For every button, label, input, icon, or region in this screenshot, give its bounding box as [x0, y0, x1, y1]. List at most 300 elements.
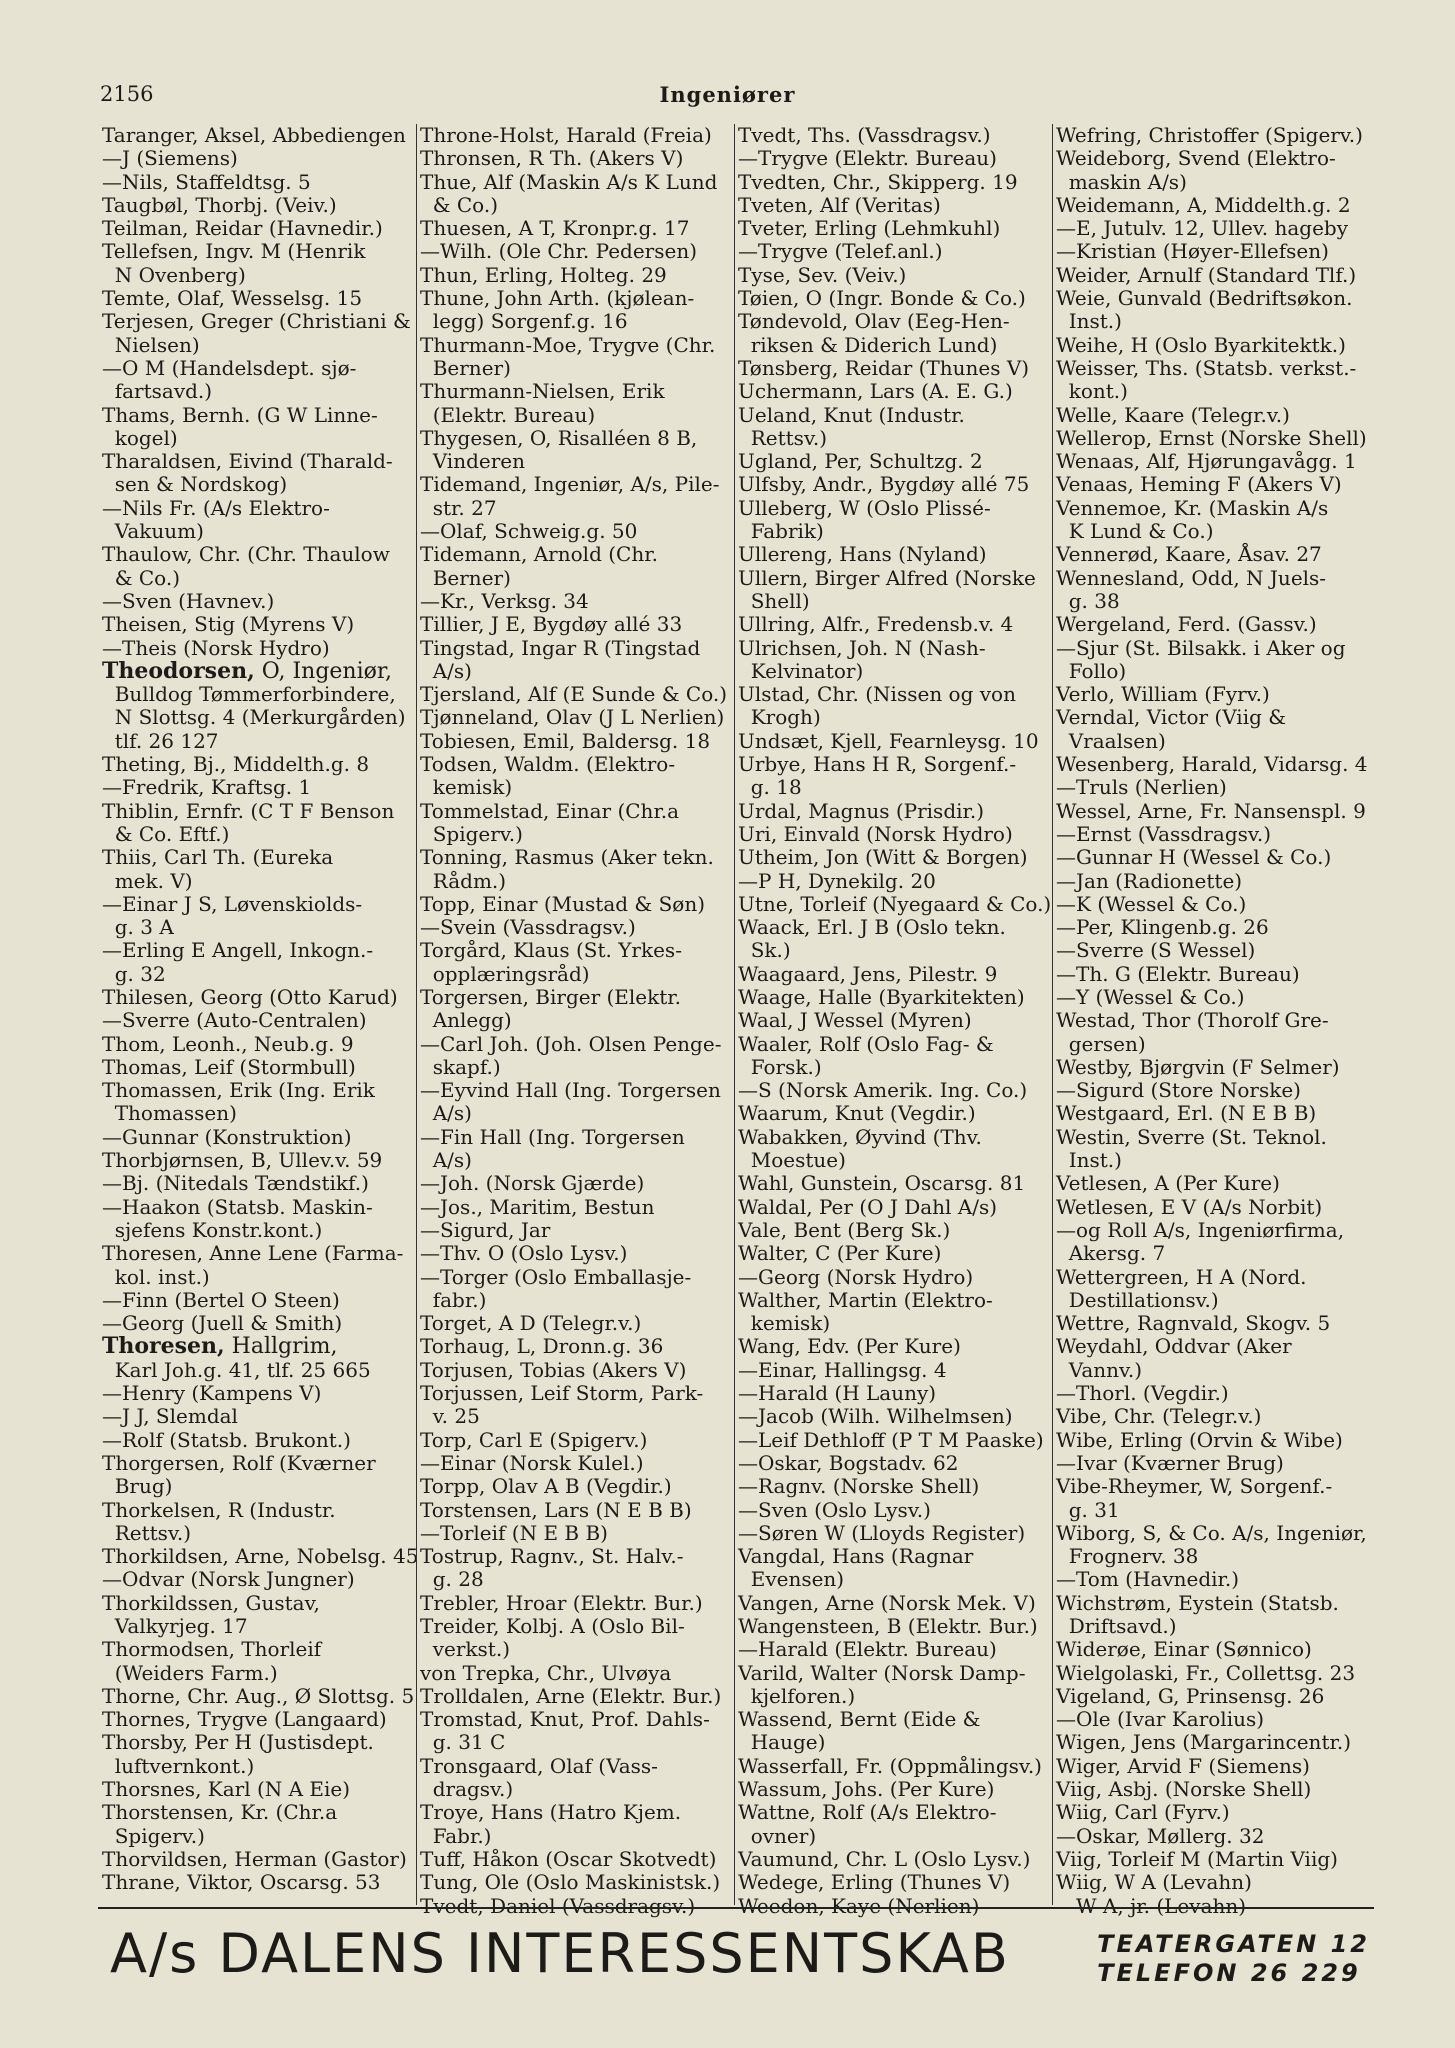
directory-entry: —J (Siemens) [102, 146, 238, 171]
directory-entry: dragsv.) [420, 1777, 514, 1802]
directory-entry: Wetlesen, E V (A/s Norbit) [1056, 1194, 1323, 1219]
directory-entry: —Gunnar H (Wessel & Co.) [1056, 845, 1332, 870]
directory-entry: Walther, Martin (Elektro- [738, 1287, 993, 1312]
directory-entry: Wahl, Gunstein, Oscarsg. 81 [738, 1171, 1026, 1196]
directory-entry: (Weiders Farm.) [102, 1660, 278, 1685]
directory-entry: Wiger, Arvid F (Siemens) [1056, 1753, 1310, 1778]
directory-entry: —Sigurd (Store Norske) [1056, 1078, 1301, 1103]
directory-entry: —Rolf (Statsb. Brukont.) [102, 1427, 351, 1452]
directory-entry: Wigen, Jens (Margarincentr.) [1056, 1730, 1351, 1755]
directory-entry: Wennesland, Odd, N Juels- [1056, 565, 1327, 590]
directory-entry: A/s) [420, 1101, 472, 1126]
directory-entry: Thuesen, A T, Kronpr.g. 17 [420, 216, 690, 241]
directory-entry: —Jan (Radionette) [1056, 868, 1243, 893]
directory-entry: Teilman, Reidar (Havnedir.) [102, 216, 383, 241]
column-divider [734, 124, 735, 1905]
directory-entry: —Th. G (Elektr. Bureau) [1056, 961, 1300, 986]
directory-entry: (Elektr. Bureau) [420, 402, 596, 427]
directory-entry: Vale, Bent (Berg Sk.) [738, 1217, 951, 1242]
directory-entry: Wangensteen, B (Elektr. Bur.) [738, 1614, 1038, 1638]
directory-entry: Troye, Hans (Hatro Kjem. [420, 1800, 682, 1825]
directory-entry: —W A, jr. (Levahn) [1056, 1893, 1247, 1918]
directory-entry: Wassend, Bernt (Eide & [738, 1707, 981, 1732]
directory-entry: Thilesen, Georg (Otto Karud) [102, 984, 398, 1009]
directory-entry: Westad, Thor (Thorolf Gre- [1056, 1008, 1329, 1033]
directory-entry: —Ivar (Kværner Brug) [1056, 1450, 1284, 1475]
directory-entry: Tøndevold, Olav (Eeg-Hen- [738, 309, 1010, 334]
directory-entry: Rettsv.) [738, 425, 828, 450]
directory-entry: sjefens Konstr.kont.) [102, 1217, 323, 1242]
directory-entry: Thronsen, R Th. (Akers V) [420, 146, 684, 171]
directory-entry: —Trygve (Telef.anl.) [738, 239, 943, 264]
directory-entry: Thurmann-Moe, Trygve (Chr. [420, 332, 716, 357]
directory-entry: —og Roll A/s, Ingeniørfirma, [1056, 1217, 1345, 1242]
directory-entry: Torgård, Klaus (St. Yrkes- [420, 938, 682, 963]
directory-entry: Wiig, Carl (Fyrv.) [1056, 1800, 1230, 1825]
directory-entry: Follo) [1056, 658, 1127, 683]
directory-entry: —Thorl. (Vegdir.) [1056, 1381, 1229, 1406]
directory-entry: Thygesen, O, Risalléen 8 B, [420, 425, 698, 450]
directory-entry: Wettre, Ragnvald, Skogv. 5 [1056, 1311, 1331, 1336]
directory-entry: —Fin Hall (Ing. Torgersen [420, 1124, 685, 1149]
directory-entry: legg) Sorgenf.g. 16 [420, 309, 628, 334]
directory-entry: Torstensen, Lars (N E B B) [420, 1497, 692, 1522]
directory-entry: Taugbøl, Thorbj. (Veiv.) [102, 192, 337, 217]
directory-entry: Shell) [738, 588, 810, 613]
directory-entry: Vetlesen, A (Per Kure) [1056, 1171, 1280, 1196]
directory-entry: g. 32 [102, 961, 166, 986]
directory-entry: Kelvinator) [738, 658, 864, 683]
directory-entry: Ueland, Knut (Industr. [738, 402, 965, 427]
directory-entry: fabr.) [420, 1287, 487, 1312]
directory-entry: Tvedten, Chr., Skipperg. 19 [738, 169, 1018, 194]
directory-entry: Uri, Einvald (Norsk Hydro) [738, 821, 1013, 846]
directory-entry: —Harald (H Launy) [738, 1381, 937, 1406]
directory-entry: Thorbjørnsen, B, Ullev.v. 59 [102, 1148, 383, 1173]
directory-entry: Thams, Bernh. (G W Linne- [102, 402, 378, 427]
directory-entry: Waaler, Rolf (Oslo Fag- & [738, 1031, 994, 1056]
directory-entry: gersen) [1056, 1031, 1146, 1056]
directory-entry: Trebler, Hroar (Elektr. Bur.) [420, 1590, 703, 1615]
directory-entry: Thoresen, Hallgrim, [102, 1333, 338, 1360]
directory-entry: Torjusen, Tobias (Akers V) [420, 1357, 687, 1382]
directory-entry: Torpp, Olav A B (Vegdir.) [420, 1474, 672, 1499]
directory-entry: Thurmann-Nielsen, Erik [420, 379, 665, 404]
directory-entry: Tjønneland, Olav (J L Nerlien) [420, 705, 725, 730]
directory-entry: Wenaas, Alf, Hjørungavågg. 1 [1056, 449, 1357, 474]
directory-entry: Thaulow, Chr. (Chr. Thaulow [102, 542, 390, 567]
directory-entry: —Gunnar (Konstruktion) [102, 1124, 352, 1149]
directory-entry: —Torger (Oslo Emballasje- [420, 1264, 692, 1289]
directory-entry: Theisen, Stig (Myrens V) [102, 612, 355, 637]
column-divider [416, 124, 417, 1905]
directory-entry: —Einar (Norsk Kulel.) [420, 1450, 644, 1475]
directory-entry: Ulleberg, W (Oslo Plissé- [738, 495, 991, 520]
directory-entry: Utheim, Jon (Witt & Borgen) [738, 845, 1028, 870]
directory-entry: Thorkelsen, R (Industr. [102, 1497, 336, 1522]
directory-entry: Tuff, Håkon (Oscar Skotvedt) [420, 1846, 717, 1871]
directory-entry: Vannv.) [1056, 1357, 1143, 1382]
directory-entry: N Slottsg. 4 (Merkurgården) [102, 705, 406, 730]
directory-entry: Westgaard, Erl. (N E B B) [1056, 1101, 1317, 1126]
directory-entry: Thrane, Viktor, Oscarsg. 53 [102, 1870, 381, 1895]
directory-entry: —Fredrik, Kraftsg. 1 [102, 775, 312, 800]
directory-entry: Viig, Torleif M (Martin Viig) [1056, 1846, 1338, 1871]
directory-entry: Westin, Sverre (St. Teknol. [1056, 1124, 1327, 1149]
directory-entry: Ulfsby, Andr., Bygdøy allé 75 [738, 472, 1030, 497]
directory-entry: & Co.) [102, 565, 181, 590]
directory-entry: Tharaldsen, Eivind (Tharald- [102, 449, 393, 474]
directory-column-4 [1056, 123, 1374, 1918]
directory-entry: Viig, Asbj. (Norske Shell) [1056, 1777, 1312, 1802]
directory-entry: —Finn (Bertel O Steen) [102, 1287, 340, 1312]
directory-entry: —Einar J S, Løvenskiolds- [102, 891, 363, 916]
directory-entry: Wiig, W A (Levahn) [1056, 1870, 1252, 1895]
directory-entry: Valkyrjeg. 17 [102, 1614, 248, 1638]
directory-entry: Tyse, Sev. (Veiv.) [738, 262, 907, 287]
directory-entry: kjelforen.) [738, 1683, 856, 1708]
directory-entry: Urdal, Magnus (Prisdir.) [738, 798, 985, 823]
directory-entry: Thiblin, Ernfr. (C T F Benson [102, 798, 395, 823]
directory-entry: verkst.) [420, 1637, 510, 1662]
directory-entry: Thorkildssen, Gustav, [102, 1590, 320, 1615]
directory-entry: Ullring, Alfr., Fredensb.v. 4 [738, 612, 1014, 637]
directory-entry: —Joh. (Norsk Gjærde) [420, 1171, 645, 1196]
directory-entry: Vibe, Chr. (Telegr.v.) [1056, 1404, 1262, 1429]
directory-entry: Tidemand, Ingeniør, A/s, Pile- [420, 472, 720, 497]
directory-entry: Wibe, Erling (Orvin & Wibe) [1056, 1427, 1343, 1452]
directory-entry: Vakuum) [102, 519, 204, 544]
directory-entry: Sk.) [738, 938, 791, 963]
directory-entry: Todsen, Waldm. (Elektro- [420, 752, 676, 777]
directory-entry: Wettergreen, H A (Nord. [1056, 1264, 1307, 1289]
directory-entry: Wefring, Christoffer (Spigerv.) [1056, 123, 1363, 147]
directory-entry: Tommelstad, Einar (Chr.a [420, 798, 680, 823]
directory-entry: Tvedt, Ths. (Vassdragsv.) [738, 123, 991, 147]
directory-entry: Ulstad, Chr. (Nissen og von [738, 682, 1016, 707]
directory-entry: Ullern, Birger Alfred (Norske [738, 565, 1036, 590]
directory-entry: Weisser, Ths. (Statsb. verkst.- [1056, 355, 1357, 380]
directory-entry: —Leif Dethloff (P T M Paaske) [738, 1427, 1044, 1452]
directory-entry: Widerøe, Einar (Sønnico) [1056, 1637, 1312, 1662]
directory-entry: K Lund & Co.) [1056, 519, 1214, 544]
directory-entry: —S (Norsk Amerik. Ing. Co.) [738, 1078, 1028, 1103]
directory-entry: Temte, Olaf, Wesselsg. 15 [102, 286, 363, 311]
directory-entry: A/s) [420, 1148, 472, 1173]
directory-entry: & Co. Eftf.) [102, 821, 230, 846]
directory-entry: Waack, Erl. J B (Oslo tekn. [738, 915, 1006, 940]
directory-entry: kogel) [102, 425, 178, 450]
directory-entry: tlf. 26 127 [102, 728, 219, 753]
directory-entry: —Jos., Maritim, Bestun [420, 1194, 655, 1219]
directory-entry: Trolldalen, Arne (Elektr. Bur.) [420, 1683, 722, 1708]
directory-entry: Waldal, Per (O J Dahl A/s) [738, 1194, 998, 1219]
directory-entry: Tingstad, Ingar R (Tingstad [420, 635, 701, 660]
directory-entry: Varild, Walter (Norsk Damp- [738, 1660, 1026, 1685]
directory-entry: Vennerød, Kaare, Åsav. 27 [1056, 542, 1322, 567]
directory-entry: Wedege, Erling (Thunes V) [738, 1870, 1011, 1895]
directory-entry: Weie, Gunvald (Bedriftsøkon. [1056, 286, 1353, 311]
page-number: 2156 [100, 82, 154, 106]
directory-entry: A/s) [420, 658, 472, 683]
directory-entry: Vraalsen) [1056, 728, 1166, 753]
directory-entry: g. 31 [1056, 1497, 1120, 1522]
directory-entry: g. 18 [738, 775, 802, 800]
directory-entry: —Georg (Juell & Smith) [102, 1311, 343, 1336]
banner-company-name: A/s DALENS INTERESSENTSKAB [110, 1922, 1010, 1985]
directory-entry: Terjesen, Greger (Christiani & [102, 309, 411, 334]
directory-entry: —Nils Fr. (A/s Elektro- [102, 495, 330, 520]
directory-entry: Thomassen, Erik (Ing. Erik [102, 1078, 375, 1103]
directory-entry: Taranger, Aksel, Abbediengen [102, 123, 406, 147]
directory-entry: Torgersen, Birger (Elektr. [420, 984, 682, 1009]
directory-entry: Waarum, Knut (Vegdir.) [738, 1101, 976, 1126]
directory-entry: —Ole (Ivar Karolius) [1056, 1707, 1265, 1732]
directory-entry: —Einar, Hallingsg. 4 [738, 1357, 947, 1382]
directory-entry: g. 38 [1056, 588, 1120, 613]
directory-entry: Tidemann, Arnold (Chr. [420, 542, 658, 567]
directory-entry: Torget, A D (Telegr.v.) [420, 1311, 642, 1336]
directory-entry: Wellerop, Ernst (Norske Shell) [1056, 425, 1367, 450]
directory-entry: —Ragnv. (Norske Shell) [738, 1474, 980, 1499]
directory-entry: Moestue) [738, 1148, 846, 1173]
directory-entry: Wiborg, S, & Co. A/s, Ingeniør, [1056, 1520, 1367, 1545]
directory-entry: —Jacob (Wilh. Wilhelmsen) [738, 1404, 1013, 1429]
directory-entry: —Bj. (Nitedals Tændstikf.) [102, 1171, 369, 1196]
directory-entry: Topp, Einar (Mustad & Søn) [420, 891, 705, 916]
directory-entry: Vennemoe, Kr. (Maskin A/s [1056, 495, 1329, 520]
directory-entry: Ullereng, Hans (Nyland) [738, 542, 987, 567]
directory-entry: Frognerv. 38 [1056, 1544, 1199, 1569]
page-header [0, 82, 1455, 108]
directory-entry: Nielsen) [102, 332, 200, 357]
directory-entry: Westby, Bjørgvin (F Selmer) [1056, 1054, 1340, 1079]
directory-entry: Weidemann, A, Middelth.g. 2 [1056, 192, 1351, 217]
directory-entry: riksen & Diderich Lund) [738, 332, 998, 357]
directory-entry: Weydahl, Oddvar (Aker [1056, 1334, 1292, 1359]
directory-entry: sen & Nordskog) [102, 472, 288, 497]
directory-entry: Tellefsen, Ingv. M (Henrik [102, 239, 366, 264]
directory-entry: Bulldog Tømmerforbindere, [102, 682, 396, 707]
banner-street: TEATERGATEN 12 [1097, 1930, 1370, 1958]
directory-entry: Urbye, Hans H R, Sorgenf.- [738, 752, 1017, 777]
directory-entry: Venaas, Heming F (Akers V) [1056, 472, 1342, 497]
directory-entry: —Theis (Norsk Hydro) [102, 635, 330, 660]
directory-entry: Tobiesen, Emil, Baldersg. 18 [420, 728, 711, 753]
directory-entry: von Trepka, Chr., Ulvøya [420, 1660, 672, 1685]
directory-entry: —Oskar, Bogstadv. 62 [738, 1450, 959, 1475]
directory-column-2 [420, 123, 732, 1918]
directory-entry: Thune, John Arth. (kjølean- [420, 286, 695, 311]
directory-entry: Welle, Kaare (Telegr.v.) [1056, 402, 1290, 427]
directory-entry: —Trygve (Elektr. Bureau) [738, 146, 997, 171]
directory-entry: Tillier, J E, Bygdøy allé 33 [420, 612, 683, 637]
directory-entry: —Tom (Havnedir.) [1056, 1567, 1240, 1592]
directory-entry: —Wilh. (Ole Chr. Pedersen) [420, 239, 698, 264]
directory-entry: Vinderen [420, 449, 525, 474]
directory-entry: Spigerv.) [102, 1823, 205, 1848]
directory-entry: luftvernkont.) [102, 1753, 255, 1778]
directory-entry: Vigeland, G, Prinsensg. 26 [1056, 1683, 1325, 1708]
directory-entry: Karl Joh.g. 41, tlf. 25 665 [102, 1357, 371, 1382]
directory-entry: Waagaard, Jens, Pilestr. 9 [738, 961, 998, 986]
directory-entry: Vangdal, Hans (Ragnar [738, 1544, 974, 1569]
directory-entry: Inst.) [1056, 309, 1122, 334]
directory-entry: Thorgersen, Rolf (Kværner [102, 1450, 376, 1475]
directory-entry: opplæringsråd) [420, 961, 590, 986]
directory-entry: Theting, Bj., Middelth.g. 8 [102, 752, 370, 777]
directory-entry: Thorsnes, Karl (N A Eie) [102, 1777, 351, 1802]
directory-column-3 [738, 123, 1052, 1918]
directory-entry: Tung, Ole (Oslo Maskinistsk.) [420, 1870, 721, 1895]
directory-entry: —P H, Dynekilg. 20 [738, 868, 936, 893]
directory-entry: Thomas, Leif (Stormbull) [102, 1054, 356, 1079]
directory-entry: Rådm.) [420, 868, 507, 893]
directory-entry: Ugland, Per, Schultzg. 2 [738, 449, 983, 474]
directory-entry: Verndal, Victor (Viig & [1056, 705, 1287, 730]
directory-entry: Waage, Halle (Byarkitekten) [738, 984, 1025, 1009]
directory-entry: —Truls (Nerlien) [1056, 775, 1227, 800]
banner-divider [98, 1907, 1374, 1909]
directory-entry: —Torleif (N E B B) [420, 1520, 608, 1545]
directory-entry: Tvedt, Daniel (Vassdragsv.) [420, 1893, 696, 1918]
directory-entry: Wabakken, Øyvind (Thv. [738, 1124, 982, 1149]
directory-entry: —Kristian (Høyer-Ellefsen) [1056, 239, 1329, 264]
directory-entry: Fabr.) [420, 1823, 492, 1848]
directory-entry: Torhaug, L, Dronn.g. 36 [420, 1334, 664, 1359]
directory-entry: —Sjur (St. Bilsakk. i Aker og [1056, 635, 1346, 660]
directory-entry: Thorvildsen, Herman (Gastor) [102, 1846, 407, 1871]
banner-phone: TELEFON 26 229 [1097, 1959, 1361, 1987]
directory-entry: —J J, Slemdal [102, 1404, 238, 1429]
directory-entry: Thorsby, Per H (Justisdept. [102, 1730, 374, 1755]
directory-entry: Wang, Edv. (Per Kure) [738, 1334, 961, 1359]
directory-entry: Vangen, Arne (Norsk Mek. V) [738, 1590, 1036, 1615]
directory-entry: —Kr., Verksg. 34 [420, 588, 589, 613]
directory-entry: Wasserfall, Fr. (Oppmålingsv.) [738, 1753, 1042, 1778]
directory-entry: Tonning, Rasmus (Aker tekn. [420, 845, 714, 870]
directory-entry: Wergeland, Ferd. (Gassv.) [1056, 612, 1317, 637]
directory-entry: —Sven (Havnev.) [102, 588, 275, 613]
directory-entry: —Henry (Kampens V) [102, 1381, 322, 1406]
directory-entry: —Nils, Staffeldtsg. 5 [102, 169, 311, 194]
directory-entry: Fabrik) [738, 519, 824, 544]
directory-entry: —Søren W (Lloyds Register) [738, 1520, 1026, 1545]
directory-entry: Thornes, Trygve (Langaard) [102, 1707, 387, 1732]
directory-entry: & Co.) [420, 192, 499, 217]
directory-entry: Tønsberg, Reidar (Thunes V) [738, 355, 1030, 380]
directory-entry: Anlegg) [420, 1008, 512, 1033]
directory-entry: Tveter, Erling (Lehmkuhl) [738, 216, 1001, 241]
directory-entry: Thoresen, Anne Lene (Farma- [102, 1241, 404, 1266]
directory-entry: Forsk.) [738, 1054, 822, 1079]
directory-entry: —Sverre (S Wessel) [1056, 938, 1256, 963]
directory-entry: —Harald (Elektr. Bureau) [738, 1637, 997, 1662]
directory-entry: g. 28 [420, 1567, 484, 1592]
directory-entry: —Sverre (Auto-Centralen) [102, 1008, 367, 1033]
directory-entry: kol. inst.) [102, 1264, 210, 1289]
directory-entry: Wichstrøm, Eystein (Statsb. [1056, 1590, 1339, 1615]
directory-entry: Driftsavd.) [1056, 1614, 1177, 1638]
directory-entry: Weideborg, Svend (Elektro- [1056, 146, 1336, 171]
directory-entry: Hauge) [738, 1730, 826, 1755]
directory-entry: Thorstensen, Kr. (Chr.a [102, 1800, 338, 1825]
directory-entry: Weider, Arnulf (Standard Tlf.) [1056, 262, 1357, 287]
directory-entry: Theodorsen, O, Ingeniør, [102, 657, 392, 684]
banner-address [1097, 1930, 1370, 1988]
directory-entry: Berner) [420, 565, 511, 590]
directory-entry: Ulrichsen, Joh. N (Nash- [738, 635, 986, 660]
advertisement-banner [98, 1912, 1374, 2032]
directory-entry: Utne, Torleif (Nyegaard & Co.) [738, 891, 1052, 916]
directory-entry: maskin A/s) [1056, 169, 1187, 194]
directory-entry: Wattne, Rolf (A/s Elektro- [738, 1800, 997, 1825]
directory-entry: —Haakon (Statsb. Maskin- [102, 1194, 373, 1219]
directory-entry: Vibe-Rheymer, W, Sorgenf.- [1056, 1474, 1333, 1499]
directory-entry: Thomassen) [102, 1101, 237, 1126]
page-title: Ingeniører [659, 82, 796, 107]
directory-entry: —Oskar, Møllerg. 32 [1056, 1823, 1265, 1848]
directory-entry: Wessel, Arne, Fr. Nansenspl. 9 [1056, 798, 1366, 823]
directory-entry: Walter, C (Per Kure) [738, 1241, 942, 1266]
directory-entry: ovner) [738, 1823, 817, 1848]
directory-entry: str. 27 [420, 495, 497, 520]
directory-entry: —Svein (Vassdragsv.) [420, 915, 636, 940]
directory-entry: —Olaf, Schweig.g. 50 [420, 519, 638, 544]
directory-entry: Wassum, Johs. (Per Kure) [738, 1777, 995, 1802]
directory-entry: Undsæt, Kjell, Fearnleysg. 10 [738, 728, 1039, 753]
directory-entry: Tromstad, Knut, Prof. Dahls- [420, 1707, 710, 1732]
directory-entry: Thun, Erling, Holteg. 29 [420, 262, 667, 287]
directory-entry: v. 25 [420, 1404, 480, 1429]
directory-entry: —Odvar (Norsk Jungner) [102, 1567, 355, 1592]
directory-entry: —K (Wessel & Co.) [1056, 891, 1247, 916]
directory-entry: Inst.) [1056, 1148, 1122, 1173]
directory-entry: fartsavd.) [102, 379, 213, 404]
directory-entry: —E, Jutulv. 12, Ullev. hageby [1056, 216, 1349, 241]
directory-entry: kont.) [1056, 379, 1128, 404]
directory-entry: Tostrup, Ragnv., St. Halv.- [420, 1544, 684, 1569]
directory-entry: Weedon, Kaye (Nerlien) [738, 1893, 980, 1918]
directory-entry: Treider, Kolbj. A (Oslo Bil- [420, 1614, 685, 1638]
directory-entry: Destillationsv.) [1056, 1287, 1219, 1312]
directory-entry: —Erling E Angell, Inkogn.- [102, 938, 374, 963]
directory-entry: —Georg (Norsk Hydro) [738, 1264, 974, 1289]
directory-entry: —Sven (Oslo Lysv.) [738, 1497, 931, 1522]
directory-entry: Thormodsen, Thorleif [102, 1637, 322, 1662]
directory-entry: Torp, Carl E (Spigerv.) [420, 1427, 648, 1452]
directory-entry: Throne-Holst, Harald (Freia) [420, 123, 712, 147]
directory-entry: Waal, J Wessel (Myren) [738, 1008, 972, 1033]
directory-entry: kemisk) [738, 1311, 831, 1336]
directory-entry: Verlo, William (Fyrv.) [1056, 682, 1270, 707]
directory-entry: —Thv. O (Oslo Lysv.) [420, 1241, 628, 1266]
directory-entry: skapf.) [420, 1054, 501, 1079]
directory-entry: Berner) [420, 355, 511, 380]
column-divider [1052, 124, 1053, 1905]
directory-entry: —Eyvind Hall (Ing. Torgersen [420, 1078, 721, 1103]
directory-entry: —Y (Wessel & Co.) [1056, 984, 1245, 1009]
directory-entry: mek. V) [102, 868, 193, 893]
directory-entry: Wesenberg, Harald, Vidarsg. 4 [1056, 752, 1368, 777]
directory-entry: Tveten, Alf (Veritas) [738, 192, 941, 217]
directory-entry: Akersg. 7 [1056, 1241, 1166, 1266]
directory-entry: —Carl Joh. (Joh. Olsen Penge- [420, 1031, 722, 1056]
directory-entry: —Sigurd, Jar [420, 1217, 551, 1242]
directory-entry: Wielgolaski, Fr., Collettsg. 23 [1056, 1660, 1356, 1685]
directory-entry: Weihe, H (Oslo Byarkitektk.) [1056, 332, 1346, 357]
directory-entry: Torjussen, Leif Storm, Park- [420, 1381, 704, 1406]
